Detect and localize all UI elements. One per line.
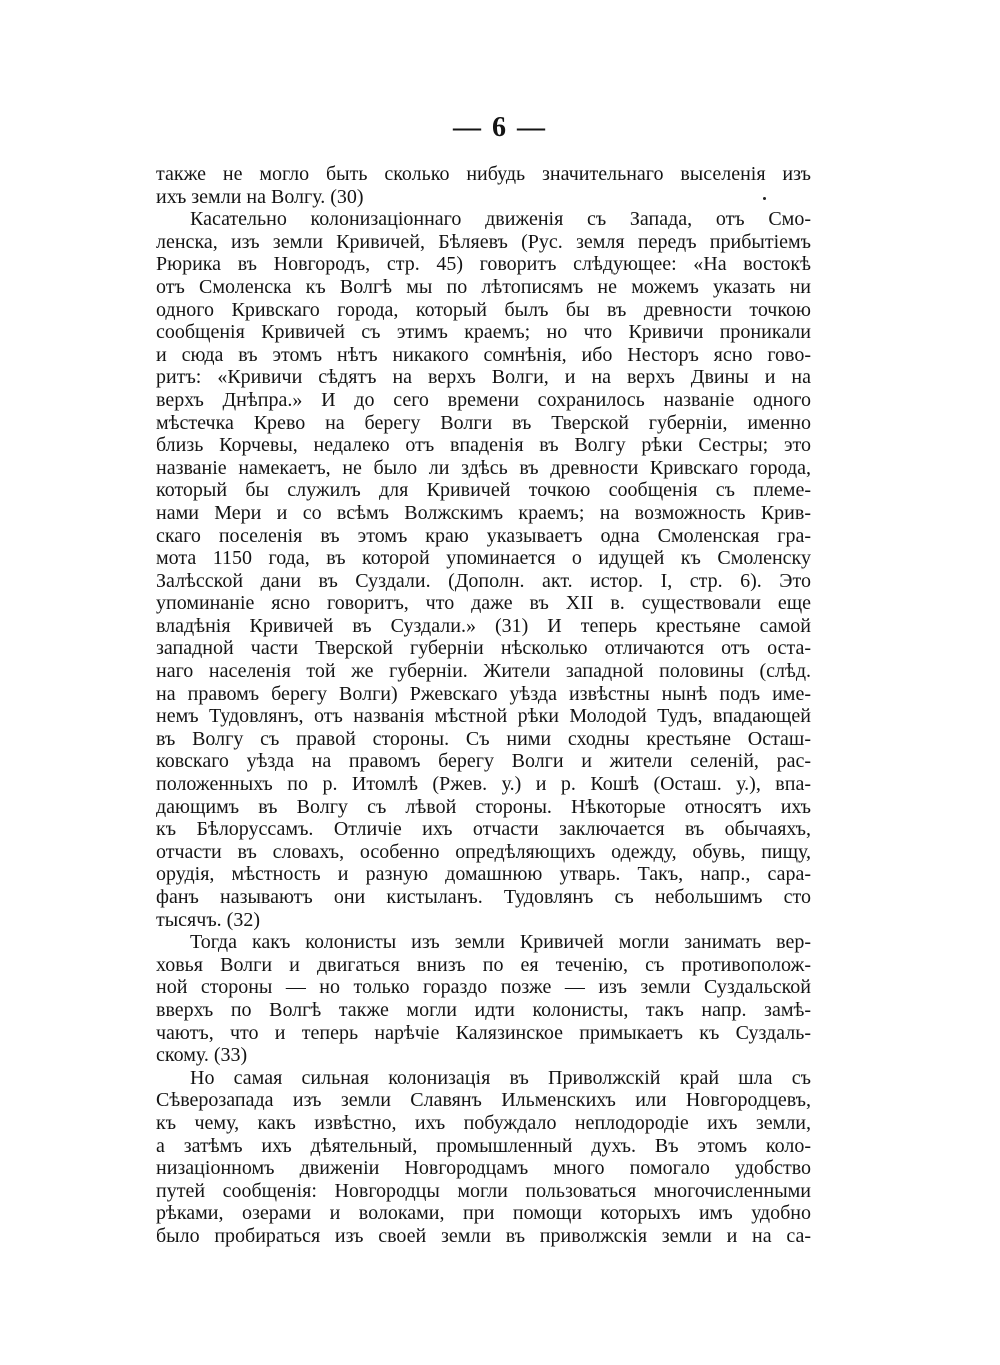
text-line: отчасти въ словахъ, особенно опредѣляющихъ одежду, обувь, пищу, bbox=[156, 840, 811, 863]
text-line: названіе намекаетъ, не было ли здѣсь въ древности Кривскаго города, bbox=[156, 456, 811, 479]
text-line: верхъ Днѣпра.» И до сего времени сохранилось названіе одного bbox=[156, 388, 811, 411]
text-line: немъ Тудовлянъ, отъ названія мѣстной рѣки Молодой Тудъ, впадающей bbox=[156, 705, 811, 728]
text-line: ритъ: «Кривичи сѣдятъ на верхъ Волги, и на верхъ Двины и на bbox=[156, 366, 811, 389]
text-line: Но самая сильная колонизація въ Приволжскій край шла съ bbox=[190, 1066, 811, 1089]
text-line: Залѣсской дани въ Суздали. (Дополн. акт. истор. I, стр. 6). Это bbox=[156, 569, 811, 592]
text-line: тысячъ. (32) bbox=[156, 908, 260, 931]
text-line: наго населенія той же губерніи. Жители западной половины (слѣд. bbox=[156, 660, 811, 683]
text-line: низаціонномъ движеніи Новгородцамъ много помогало удобство bbox=[156, 1157, 811, 1180]
text-line: скаго поселенія въ этомъ краю указываетъ одна Смоленская гра- bbox=[156, 524, 811, 547]
text-line: чаютъ, что и теперь нарѣчіе Калязинское примыкаетъ къ Суздаль- bbox=[156, 1021, 811, 1044]
text-line: сообщенія Кривичей съ этимъ краемъ; но что Кривичи проникали bbox=[156, 321, 811, 344]
text-line: скому. (33) bbox=[156, 1044, 248, 1067]
text-line: отъ Смоленска къ Волгѣ мы по лѣтописямъ не можемъ указать ни bbox=[156, 275, 811, 298]
text-line: вверхъ по Волгѣ также могли идти колонисты, такъ напр. замѣ- bbox=[156, 998, 811, 1021]
text-line: владѣнія Кривичей въ Суздали.» (31) И теперь крестьяне самой bbox=[156, 614, 811, 637]
text-line: орудія, мѣстность и разную домашнюю утварь. Такъ, напр., сара- bbox=[156, 863, 811, 886]
text-line: путей сообщенія: Новгородцы могли пользоваться многочисленными bbox=[156, 1179, 811, 1202]
text-line: нами Мери и со всѣмъ Волжскимъ краемъ; на возможность Крив- bbox=[156, 501, 811, 524]
text-line: положенныхъ по р. Итомлѣ (Ржев. у.) и р. Кошѣ (Осташ. у.), впа- bbox=[156, 773, 811, 796]
text-line: къ чему, какъ извѣстно, ихъ побуждало неплодородіе ихъ земли, bbox=[156, 1111, 811, 1134]
text-line: одного Кривскаго города, который былъ бы въ древности точкою bbox=[156, 298, 811, 321]
text-line: Касательно колонизаціоннаго движенія съ Запада, отъ Смо- bbox=[190, 208, 811, 231]
text-line: къ Бѣлоруссамъ. Отличіе ихъ отчасти заключается въ обычаяхъ, bbox=[156, 818, 811, 841]
text-line: фанъ называютъ они кистыланъ. Тудовлянъ съ небольшимъ сто bbox=[156, 886, 811, 908]
text-line: на правомъ берегу Волги) Ржевскаго уѣзда извѣстны нынѣ подъ име- bbox=[156, 682, 811, 705]
text-line: Тогда какъ колонисты изъ земли Кривичей могли занимать вер- bbox=[190, 931, 811, 954]
text-line: и сюда въ этомъ нѣтъ никакого сомнѣнія, ибо Несторъ ясно гово- bbox=[156, 343, 811, 366]
text-line: ихъ земли на Волгу. (30) bbox=[156, 185, 364, 208]
text-line: дающимъ въ Волгу съ лѣвой стороны. Нѣкоторые относятъ ихъ bbox=[156, 795, 811, 818]
text-line: также не могло быть сколько нибудь значительнаго выселенія изъ bbox=[156, 163, 811, 185]
text-line: въ Волгу съ правой стороны. Съ ними сходны крестьяне Осташ- bbox=[156, 727, 811, 750]
text-line: ной стороны — но только гораздо позже — изъ земли Суздальской bbox=[156, 976, 811, 999]
text-line: ленска, изъ земли Кривичей, Бѣляевъ (Рус. земля передъ прибытіемъ bbox=[156, 230, 811, 253]
text-line: рѣками, озерами и волоками, при помощи которыхъ имъ удобно bbox=[156, 1202, 811, 1225]
text-line: ковскаго уѣзда на правомъ берегу Волги и жители селеній, рас- bbox=[156, 750, 811, 773]
text-line: мота 1150 года, въ которой упоминается о идущей къ Смоленску bbox=[156, 547, 811, 570]
text-line: Рюрика въ Новгородъ, стр. 45) говоритъ слѣдующее: «На востокѣ bbox=[156, 253, 811, 276]
body-text bbox=[156, 163, 811, 1248]
text-line: западной части Тверской губерніи нѣсколько отличаются отъ оста- bbox=[156, 637, 811, 660]
text-line: мѣстечка Крево на берегу Волги въ Тверской губерніи, именно bbox=[156, 411, 811, 434]
text-line: близь Корчевы, недалеко отъ впаденія въ Волгу рѣки Сестры; это bbox=[156, 434, 811, 457]
text-line: который бы служилъ для Кривичей точкою сообщенія съ племе- bbox=[156, 479, 811, 502]
page-number: — 6 — bbox=[453, 112, 547, 143]
text-line: ховья Волги и двигаться внизъ по ея теченію, съ противополож- bbox=[156, 953, 811, 976]
text-line: а затѣмъ ихъ дѣятельный, промышленный духъ. Въ этомъ коло- bbox=[156, 1134, 811, 1157]
text-line: Сѣверозапада изъ земли Славянъ Ильменскихъ или Новгородцевъ, bbox=[156, 1089, 811, 1112]
text-line: упоминаніе ясно говоритъ, что даже въ XII в. существовали еще bbox=[156, 592, 811, 615]
text-line: было пробираться изъ своей земли въ приволжскія земли и на са- bbox=[156, 1224, 811, 1247]
